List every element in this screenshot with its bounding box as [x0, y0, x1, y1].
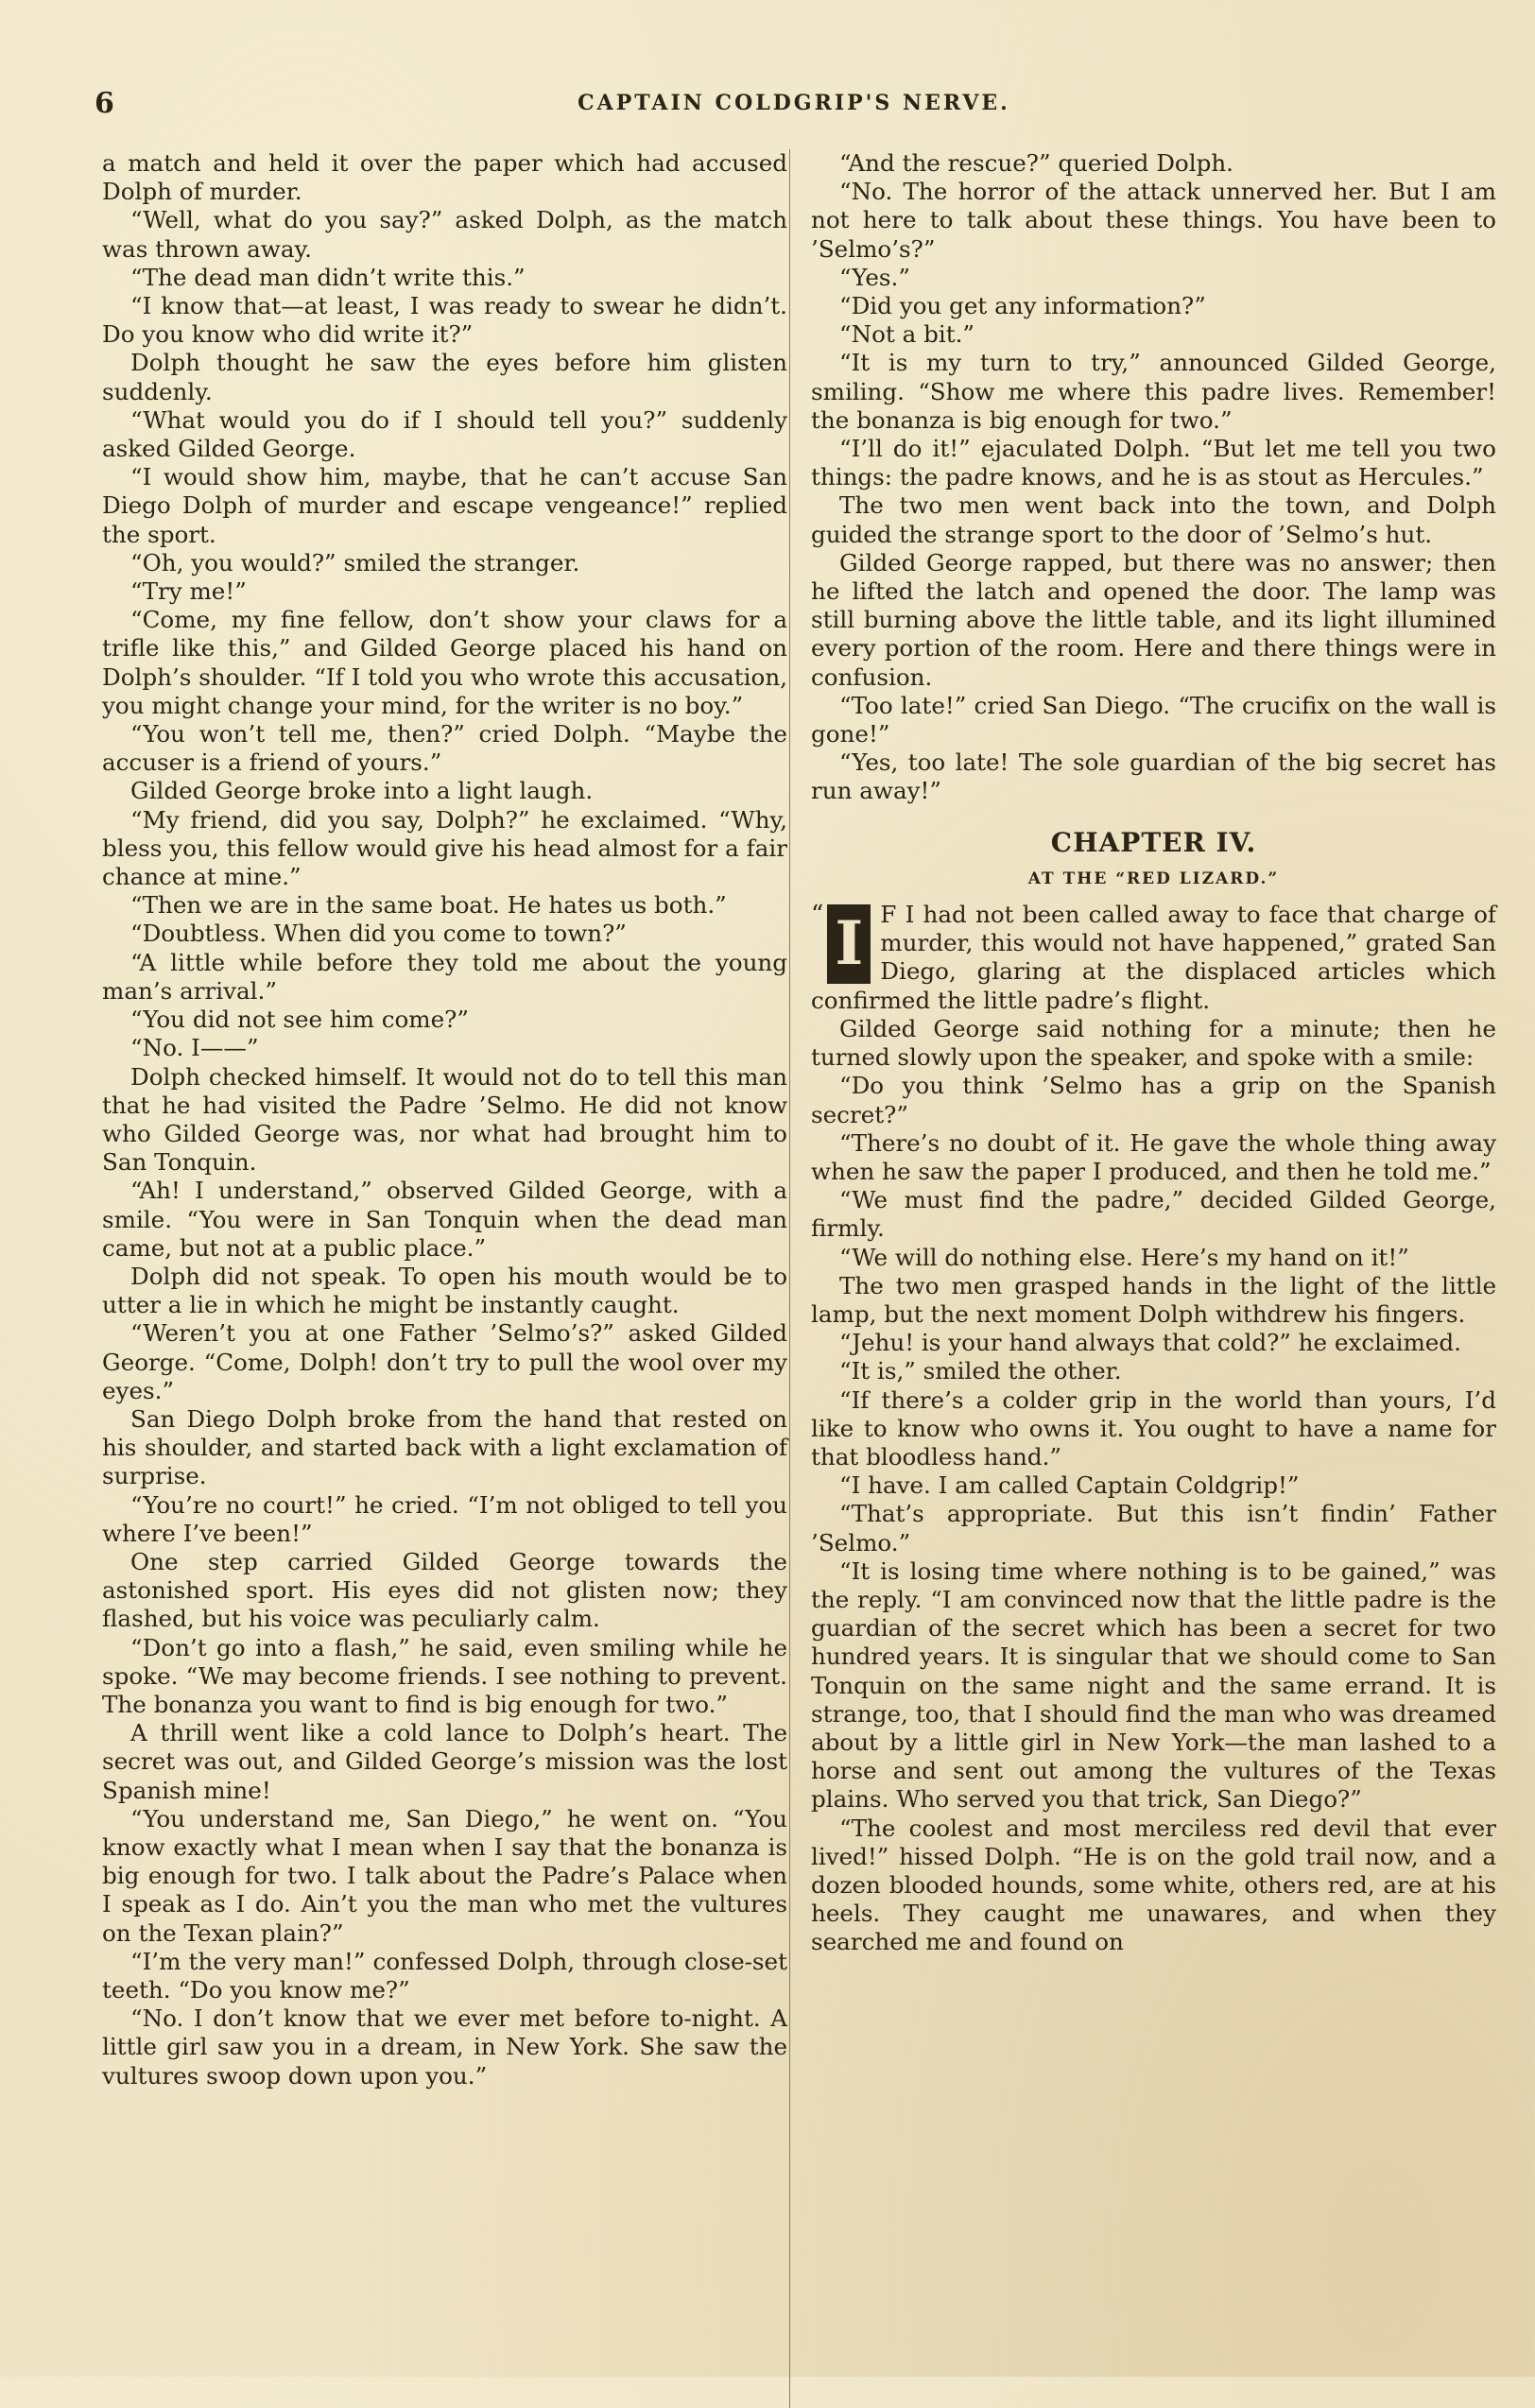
paragraph: “It is my turn to try,” announced Gilded George, smiling. “Show me where this padre lives. Remember! the bonanza is big enough for two.” — [811, 349, 1496, 434]
paragraph: “I’m the very man!” confessed Dolph, through close-set teeth. “Do you know me?” — [102, 1947, 787, 2004]
running-head: CAPTAIN COLDGRIP'S NERVE. — [578, 91, 1010, 115]
paragraph: One step carried Gilded George towards the astonished sport. His eyes did not glisten now; they flashed, but his voice was peculiarly calm. — [102, 1547, 787, 1633]
paragraph: “Do you think ’Selmo has a grip on the Spanish secret?” — [811, 1072, 1496, 1128]
paragraph: “If there’s a colder grip in the world than yours, I’d like to know who owns it. You ought to have a name for that bloodless hand.” — [811, 1385, 1496, 1471]
paragraph: “It is,” smiled the other. — [839, 1357, 1122, 1385]
paragraph: “I would show him, maybe, that he can’t accuse San Diego Dolph of murder and escape vengeance!” replied the sport. — [102, 463, 787, 548]
paragraph: Gilded George broke into a light laugh. — [130, 777, 594, 805]
paragraph: “And the rescue?” queried Dolph. — [839, 149, 1234, 177]
chapter-opening-paragraph — [811, 901, 1496, 1015]
paragraph: “There’s no doubt of it. He gave the whole thing away when he saw the paper I produced, and then he told me.” — [811, 1128, 1496, 1185]
paragraph: “Then we are in the same boat. He hates us both.” — [130, 891, 727, 920]
page-number: 6 — [95, 87, 114, 120]
paragraph: “Too late!” cried San Diego. “The crucifix on the wall is gone!” — [811, 691, 1496, 748]
paragraph: “I know that—at least, I was ready to swear he didn’t. Do you know who did write it?” — [102, 292, 787, 349]
paragraph: “The dead man didn’t write this.” — [130, 263, 526, 291]
paragraph: “Jehu! is your hand always that cold?” he exclaimed. — [839, 1329, 1461, 1357]
paragraph: “Yes.” — [839, 263, 910, 291]
paragraph: “No. The horror of the attack unnerved her. But I am not here to talk about these things. You have been to ’Selmo’s?” — [811, 178, 1496, 263]
paragraph: a match and held it over the paper which had accused Dolph of murder. — [102, 149, 787, 206]
chapter-opening-text: F I had not been called away to face that charge of murder, this would not have happened,” grated San Diego, glaring at the displaced articles which confirmed the little padre’s flight. — [811, 901, 1496, 1014]
paragraph: Dolph checked himself. It would not do to tell this man that he had visited the Padre ’Selmo. He did not know who Gilded George was, nor what had brought him to San Tonquin. — [102, 1062, 787, 1177]
page-header — [95, 87, 1493, 125]
paragraph: Gilded George said nothing for a minute; then he turned slowly upon the speaker, and spoke with a smile: — [811, 1014, 1496, 1072]
paragraph: “You’re no court!” he cried. “I’m not obliged to tell you where I’ve been!” — [102, 1490, 787, 1547]
paragraph: “A little while before they told me about the young man’s arrival.” — [102, 948, 787, 1005]
chapter-title: CHAPTER IV. — [1050, 826, 1257, 858]
paragraph: “Doubtless. When did you come to town?” — [130, 920, 627, 948]
paragraph: San Diego Dolph broke from the hand that rested on his shoulder, and started back with a light exclamation of surprise. — [102, 1404, 787, 1490]
paragraph: “No. I don’t know that we ever met before to-night. A little girl saw you in a dream, in New York. She saw the vultures swoop down upon you.” — [102, 2004, 787, 2090]
chapter-subtitle: AT THE “RED LIZARD.” — [1027, 869, 1280, 888]
paragraph: A thrill went like a cold lance to Dolph’s heart. The secret was out, and Gilded George’s mission was the lost Spanish mine! — [102, 1719, 787, 1804]
paragraph: “I have. I am called Captain Coldgrip!” — [839, 1471, 1300, 1500]
paragraph: “Yes, too late! The sole guardian of the big secret has run away!” — [811, 748, 1496, 805]
paragraph: “Well, what do you say?” asked Dolph, as the match was thrown away. — [102, 206, 787, 263]
paragraph: “Ah! I understand,” observed Gilded George, with a smile. “You were in San Tonquin when the dead man came, but not at a public place.” — [102, 1177, 787, 1262]
drop-cap: I — [827, 904, 871, 984]
paragraph: “No. I——” — [130, 1034, 259, 1062]
paragraph: “My friend, did you say, Dolph?” he exclaimed. “Why, bless you, this fellow would give his head almost for a fair chance at mine.” — [102, 805, 787, 891]
paragraph: “Come, my fine fellow, don’t show your claws for a trifle like this,” and Gilded George placed his hand on Dolph’s shoulder. “If I told you who wrote this accusation, you might change your mind, for the writer is no boy.” — [102, 606, 787, 719]
paragraph: “You understand me, San Diego,” he went on. “You know exactly what I mean when I say that the bonanza is big enough for two. I talk about the Padre’s Palace when I speak as I do. Ain’t you the man who met the vultures on the Texan plain?” — [102, 1804, 787, 1947]
paragraph: “You did not see him come?” — [130, 1006, 469, 1034]
paragraph: The two men went back into the town, and Dolph guided the strange sport to the door of ’Selmo’s hut. — [811, 491, 1496, 548]
right-column-bottom-text — [811, 1015, 1496, 1957]
right-column — [811, 149, 1496, 1957]
paragraph: “You won’t tell me, then?” cried Dolph. “Maybe the accuser is a friend of yours.” — [102, 720, 787, 777]
paragraph: Dolph did not speak. To open his mouth would be to utter a lie in which he might be instantly caught. — [102, 1262, 787, 1319]
paragraph: “I’ll do it!” ejaculated Dolph. “But let me tell you two things: the padre knows, and he is as stout as Hercules.” — [811, 435, 1496, 491]
paragraph: “Oh, you would?” smiled the stranger. — [130, 548, 580, 576]
left-column — [102, 149, 787, 2090]
paragraph: “Not a bit.” — [839, 320, 974, 349]
right-column-top-text — [811, 149, 1496, 806]
paragraph: “Try me!” — [130, 577, 247, 606]
paragraph: “That’s appropriate. But this isn’t findin’ Father ’Selmo.” — [811, 1500, 1496, 1557]
paragraph: “We must find the padre,” decided Gilded George, firmly. — [811, 1186, 1496, 1243]
opening-quote: “ — [811, 901, 824, 930]
paragraph: “Did you get any information?” — [839, 292, 1206, 320]
paragraph: “What would you do if I should tell you?” suddenly asked Gilded George. — [102, 405, 787, 463]
paragraph: The two men grasped hands in the light of the little lamp, but the next moment Dolph withdrew his fingers. — [811, 1271, 1496, 1328]
column-divider — [789, 149, 790, 2408]
paragraph: Dolph thought he saw the eyes before him glisten suddenly. — [102, 349, 787, 405]
paragraph: “Weren’t you at one Father ’Selmo’s?” asked Gilded George. “Come, Dolph! don’t try to pull the wool over my eyes.” — [102, 1319, 787, 1404]
paragraph: “The coolest and most merciless red devil that ever lived!” hissed Dolph. “He is on the gold trail now, and a dozen blooded hounds, some white, others red, are at his heels. They caught me unawares, and when they searched me and found on — [811, 1814, 1496, 1956]
paragraph: “We will do nothing else. Here’s my hand on it!” — [839, 1243, 1409, 1271]
paragraph: “Don’t go into a flash,” he said, even smiling while he spoke. “We may become friends. I see nothing to prevent. The bonanza you want to find is big enough for two.” — [102, 1633, 787, 1718]
paragraph: Gilded George rapped, but there was no answer; then he lifted the latch and opened the door. The lamp was still burning above the little table, and its light illumined every portion of the room. Here and there things were in confusion. — [811, 548, 1496, 691]
paragraph: “It is losing time where nothing is to be gained,” was the reply. “I am convinced now that the little padre is the guardian of the secret which has been a secret for two hundred years. It is singular that we should come to San Tonquin on the same night and the same errand. It is strange, too, that I should find the man who was dreamed about by a little girl in New York—the man lashed to a horse and sent out among the vultures of the Texas plains. Who served you that trick, San Diego?” — [811, 1557, 1496, 1814]
